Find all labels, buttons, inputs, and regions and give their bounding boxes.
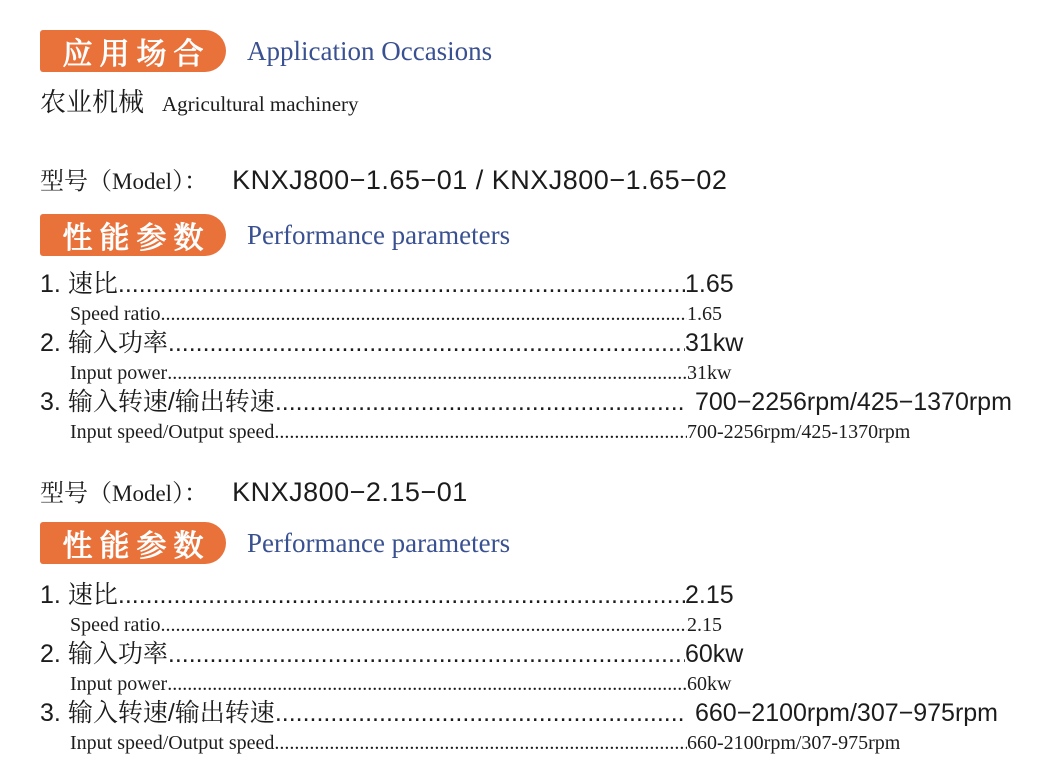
performance-header-1 [40, 214, 1060, 256]
application-heading-en: Application Occasions [247, 35, 493, 66]
spec-number: 1. [40, 581, 61, 609]
application-badge [40, 30, 226, 72]
application-header [40, 30, 1060, 72]
spec-value-en: 2.15 [687, 613, 722, 636]
spec-number: 3. [40, 699, 61, 727]
performance-badge-label-zh: 性能参数 [62, 530, 211, 563]
spec-number: 3. [40, 388, 61, 416]
spec-label-en: Input power [70, 672, 168, 695]
spec-value-en: 660-2100rpm/307-975rpm [687, 731, 901, 754]
spec-value-en: 1.65 [687, 302, 722, 325]
spec-left [70, 300, 687, 330]
dot-leader [274, 418, 687, 448]
model-line-2 [40, 475, 1060, 511]
spec-row-zh [40, 329, 1060, 359]
dot-leader [168, 329, 685, 359]
model-label-word: Model [112, 169, 173, 194]
spec-label-zh: 输入转速/输出转速 [67, 388, 275, 416]
spec-left [70, 359, 687, 389]
spec-left [40, 388, 685, 418]
spec-row-zh [40, 581, 1060, 611]
dot-leader [275, 699, 685, 729]
spec-label-zh: 速比 [67, 581, 118, 609]
spec-left [40, 640, 685, 670]
model-number-2: KNXJ800−2.15−01 [232, 477, 468, 507]
spec-row-en [40, 611, 1060, 641]
application-item [40, 87, 1060, 119]
spec-number: 2. [40, 329, 61, 357]
spec-left [40, 329, 685, 359]
application-item-en: Agricultural machinery [162, 92, 359, 116]
performance-badge-2 [40, 522, 226, 564]
spec-row-en [40, 418, 1060, 448]
spec-label-en: Speed ratio [70, 302, 161, 325]
spec-row-zh [40, 699, 1060, 729]
spec-left [70, 611, 687, 641]
spec-row-zh [40, 270, 1060, 300]
spec-label-zh: 速比 [67, 270, 118, 298]
spec-row-en [40, 670, 1060, 700]
spec-value-zh: 31kw [685, 329, 744, 357]
performance-header-2 [40, 522, 1060, 564]
dot-leader [161, 300, 687, 330]
spec-label-zh: 输入功率 [67, 640, 168, 668]
spec-value-zh: 1.65 [685, 270, 734, 298]
model-number-1: KNXJ800−1.65−01 / KNXJ800−1.65−02 [232, 165, 728, 195]
spec-left [40, 699, 685, 729]
model-label-prefix: 型号（ [40, 480, 112, 507]
spec-value-en: 60kw [687, 672, 732, 695]
spec-list-1 [40, 270, 1060, 447]
spec-number: 2. [40, 640, 61, 668]
performance-badge-label-zh: 性能参数 [62, 222, 211, 255]
spec-row-zh [40, 388, 1060, 418]
dot-leader [275, 388, 685, 418]
spec-row-en [40, 729, 1060, 759]
spec-left [70, 729, 687, 759]
spec-value-en: 31kw [687, 361, 732, 384]
spec-row-zh [40, 640, 1060, 670]
dot-leader [167, 359, 687, 389]
performance-heading-en-1: Performance parameters [247, 219, 511, 250]
spec-left [70, 418, 687, 448]
spec-label-zh: 输入功率 [67, 329, 168, 357]
model-label-suffix: ）： [172, 168, 209, 195]
spec-left [40, 270, 685, 300]
model-label-suffix: ）： [172, 480, 209, 507]
model-line-1 [40, 163, 1060, 199]
spec-label-en: Input speed/Output speed [70, 731, 275, 754]
dot-leader [167, 670, 687, 700]
spec-row-en [40, 359, 1060, 389]
spec-left [70, 670, 687, 700]
spec-label-en: Speed ratio [70, 613, 161, 636]
application-item-zh: 农业机械 [40, 87, 145, 117]
dot-leader [118, 581, 685, 611]
spec-value-en: 700-2256rpm/425-1370rpm [687, 420, 911, 443]
spec-label-zh: 输入转速/输出转速 [67, 699, 275, 727]
spec-label-en: Input power [70, 361, 168, 384]
spec-left [40, 581, 685, 611]
spec-value-zh: 700−2256rpm/425−1370rpm [695, 388, 1012, 416]
spec-value-zh: 60kw [685, 640, 744, 668]
dot-leader [274, 729, 687, 759]
dot-leader [168, 640, 685, 670]
spec-number: 1. [40, 270, 61, 298]
application-badge-label-zh: 应用场合 [62, 38, 211, 71]
model-label-prefix: 型号（ [40, 168, 112, 195]
spec-row-en [40, 300, 1060, 330]
spec-value-zh: 660−2100rpm/307−975rpm [695, 699, 999, 727]
spec-label-en: Input speed/Output speed [70, 420, 275, 443]
model-label-word: Model [112, 481, 173, 506]
performance-badge-1 [40, 214, 226, 256]
dot-leader [118, 270, 685, 300]
spec-value-zh: 2.15 [685, 581, 734, 609]
performance-heading-en-2: Performance parameters [247, 527, 511, 558]
dot-leader [161, 611, 687, 641]
spec-list-2 [40, 581, 1060, 758]
